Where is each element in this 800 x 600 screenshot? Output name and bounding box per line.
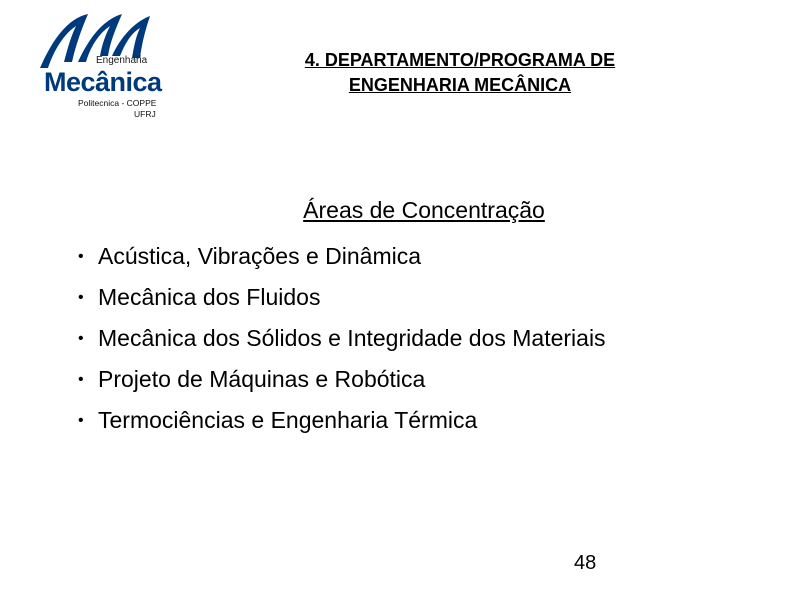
list-item-label: Mecânica dos Sólidos e Integridade dos Materiais: [98, 325, 606, 351]
page-title-line-1: 4. DEPARTAMENTO/PROGRAMA DE: [304, 50, 616, 70]
list-item-label: Termociências e Engenharia Térmica: [98, 407, 478, 433]
list-item: [78, 400, 606, 441]
list-item: [78, 359, 606, 400]
logo-university: UFRJ: [134, 109, 156, 119]
list-item: [78, 277, 606, 318]
logo-word-engenharia: Engenharia: [96, 55, 148, 66]
bullet-icon: •: [78, 412, 84, 429]
bullet-icon: •: [78, 330, 84, 347]
list-item-label: Projeto de Máquinas e Robótica: [98, 366, 426, 392]
page-title-line-2: ENGENHARIA MECÂNICA: [348, 75, 572, 95]
page-title: [230, 48, 690, 98]
bullet-icon: •: [78, 248, 84, 265]
department-logo: [38, 10, 168, 122]
list-item-label: Acústica, Vibrações e Dinâmica: [98, 243, 421, 269]
bullet-icon: •: [78, 289, 84, 306]
list-item: [78, 236, 606, 277]
concentration-areas-list: [78, 236, 606, 441]
logo-word-mecanica: Mecânica: [44, 67, 162, 97]
logo-subtitle: Politecnica - COPPE: [78, 98, 157, 108]
page-number: 48: [574, 552, 597, 574]
list-item: [78, 318, 606, 359]
section-heading: Áreas de Concentração: [303, 197, 545, 223]
list-item-label: Mecânica dos Fluidos: [98, 284, 321, 310]
bullet-icon: •: [78, 371, 84, 388]
